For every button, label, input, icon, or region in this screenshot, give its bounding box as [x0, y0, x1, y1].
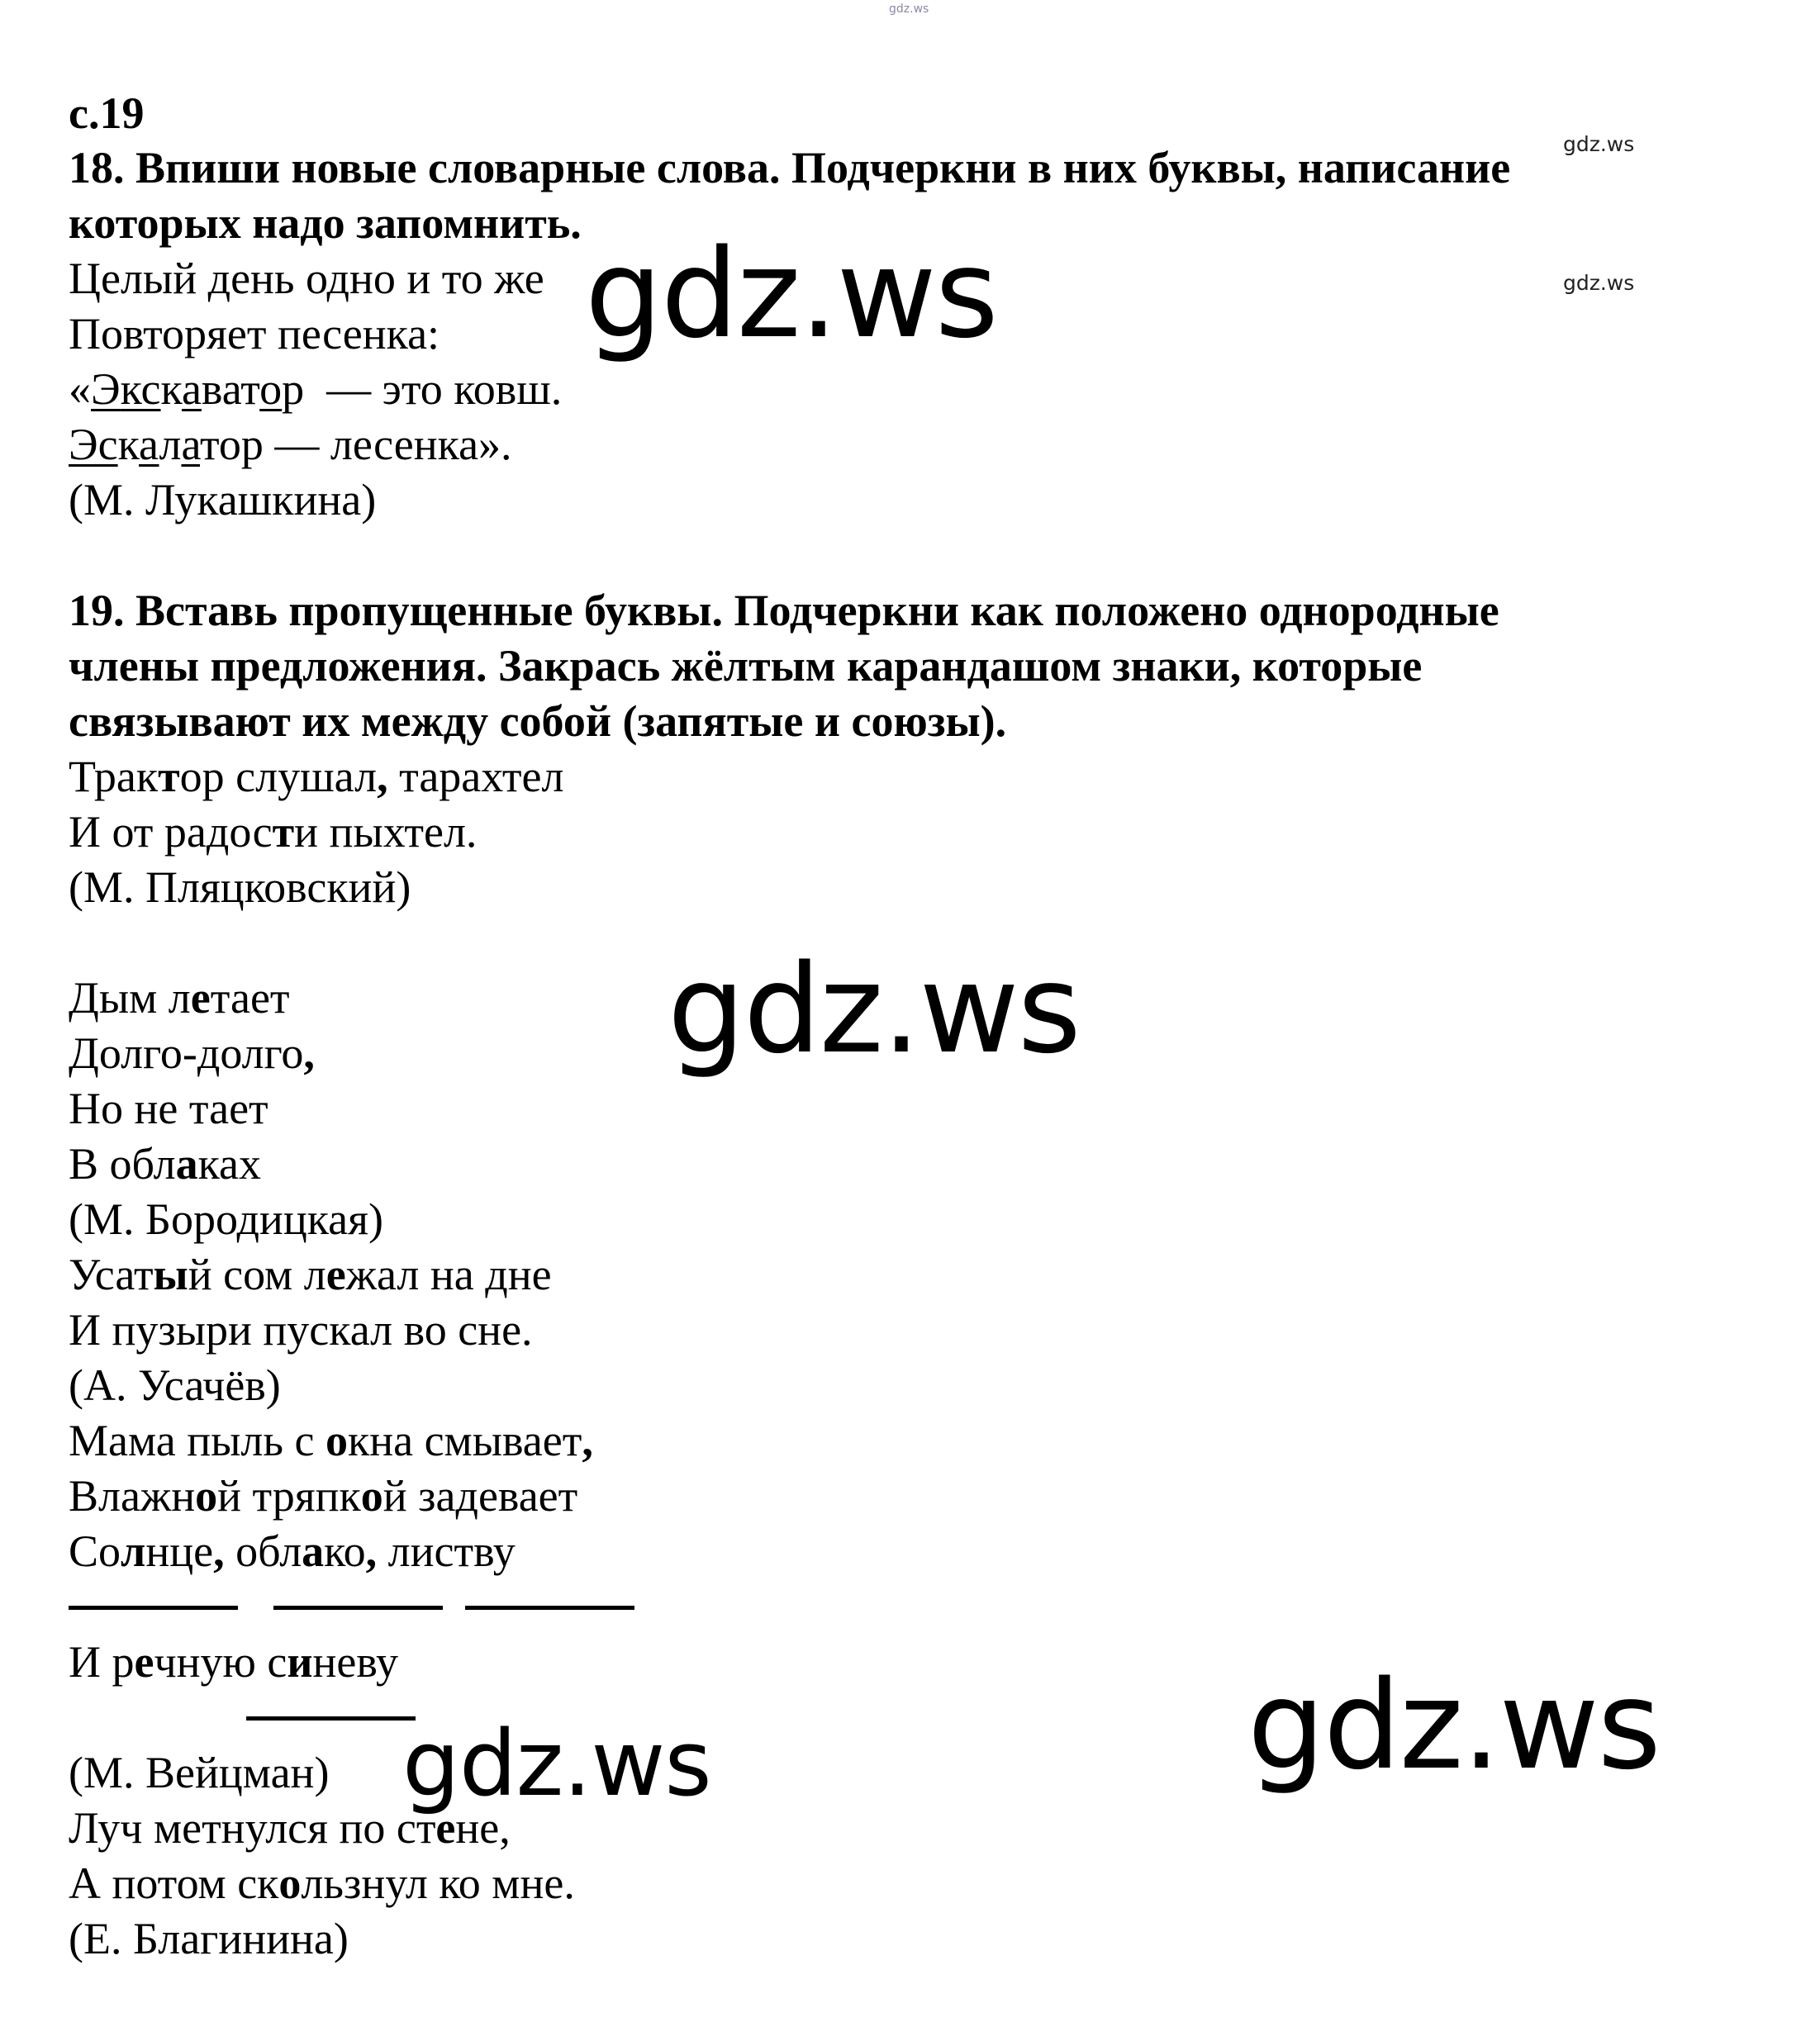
task18-poem-line2: Повторяет песенка:	[69, 309, 440, 358]
line-tail: тор — лесенка».	[200, 420, 512, 469]
text: неву	[312, 1637, 398, 1687]
open-quote: «	[69, 364, 91, 414]
task19-heading-line1: 19. Вставь пропущенные буквы. Подчеркни как положено однородные	[69, 586, 1499, 635]
text: льзнул ко мне.	[301, 1858, 575, 1908]
comma: ,	[582, 1416, 593, 1465]
poem1-line1	[69, 749, 563, 805]
text: Влажн	[69, 1471, 196, 1521]
text: Долго-долго	[69, 1028, 304, 1078]
inserted-letter: е	[134, 1637, 154, 1687]
task19-heading-line2: члены предложения. Закрась жёлтым карандашом знаки, которые	[69, 641, 1423, 691]
task18-author: (М. Лукашкина)	[69, 475, 377, 524]
text: А потом ск	[69, 1858, 279, 1908]
comma: ,	[213, 1526, 225, 1576]
task18-poem-line4	[69, 417, 512, 472]
underlined-letter: а	[139, 420, 159, 469]
inserted-letter: е	[435, 1803, 456, 1853]
poem3-author: (А. Усачёв)	[69, 1360, 281, 1410]
inserted-letter: е	[326, 1250, 346, 1299]
page-label: с.19	[69, 88, 145, 138]
line-tail: — это ковш.	[304, 364, 563, 414]
inserted-letter: и	[287, 1637, 313, 1687]
plain-letter: к	[117, 420, 140, 469]
inserted-letter: т	[158, 752, 180, 801]
text: Луч метнулся по ст	[69, 1803, 436, 1853]
text: обл	[224, 1526, 302, 1576]
poem2-line2	[69, 1026, 315, 1081]
task18-poem-line1: Целый день одно и то же	[69, 254, 544, 303]
underlined-letter: Э	[91, 364, 121, 414]
plain-letter: л	[159, 420, 182, 469]
inserted-letter: т	[272, 807, 295, 857]
poem3-line2: И пузыри пускал во сне.	[69, 1305, 533, 1355]
text: Со	[69, 1526, 121, 1576]
poem1-author: (М. Пляцковский)	[69, 862, 411, 912]
task18-heading-line2: которых надо запомнить.	[69, 198, 582, 248]
text: тарахтел	[387, 752, 564, 801]
underline-blank-2	[273, 1606, 443, 1610]
underlined-letter: а	[181, 364, 202, 414]
task19-heading-line3: связывают их между собой (запятые и союзы).	[69, 696, 1007, 746]
poem4-line1	[69, 1413, 593, 1469]
inserted-letter: е	[190, 973, 211, 1023]
text: чную с	[154, 1637, 287, 1687]
inserted-letter: о	[278, 1858, 302, 1908]
watermark-top: gdz.ws	[889, 2, 929, 16]
text: й задевает	[383, 1471, 578, 1521]
text: нце	[145, 1526, 214, 1576]
underline-blank-3	[465, 1606, 634, 1610]
underlined-letters: Эс	[69, 420, 118, 469]
inserted-letter: л	[121, 1526, 146, 1576]
watermark-big-3: gdz.ws	[1247, 1654, 1660, 1797]
inserted-letter: ы	[153, 1250, 188, 1299]
inserted-letter: а	[175, 1139, 198, 1189]
text: Дым л	[69, 973, 191, 1023]
watermark-small-2: gdz.ws	[1563, 271, 1635, 295]
text: И от радос	[69, 807, 273, 857]
poem3-line1	[69, 1247, 552, 1303]
watermark-big-1: gdz.ws	[585, 223, 997, 365]
inserted-letter: о	[325, 1416, 348, 1465]
comma: ,	[377, 752, 388, 801]
poem2-line4	[69, 1137, 261, 1192]
poem4-line3	[69, 1524, 516, 1579]
text: не,	[455, 1803, 511, 1853]
poem4-line4	[69, 1635, 398, 1690]
task18-heading-line1: 18. Впиши новые словарные слова. Подчеркни в них буквы, написание	[69, 143, 1511, 192]
watermark-small-1: gdz.ws	[1563, 132, 1635, 156]
watermark-big-2: gdz.ws	[668, 938, 1080, 1080]
text: Трак	[69, 752, 159, 801]
poem5-line1	[69, 1801, 511, 1856]
underlined-letters: кс	[120, 364, 161, 414]
text: Мама пыль с	[69, 1416, 326, 1465]
underlined-letter: о	[259, 364, 283, 414]
underline-blank-1	[69, 1606, 238, 1610]
poem2-author: (М. Бородицкая)	[69, 1194, 383, 1244]
text: й тряпк	[217, 1471, 361, 1521]
plain-letter: р	[282, 364, 305, 414]
text: Усат	[69, 1250, 154, 1299]
inserted-letter: а	[302, 1526, 325, 1576]
poem1-line2	[69, 805, 477, 860]
underlined-letter: а	[181, 420, 201, 469]
poem2-line3: Но не тает	[69, 1084, 268, 1133]
poem5-line2	[69, 1856, 575, 1911]
text: В обл	[69, 1139, 176, 1189]
text: И р	[69, 1637, 135, 1687]
task18-poem-line3	[69, 362, 562, 417]
poem5-author: (Е. Благинина)	[69, 1914, 349, 1963]
text: й сом л	[188, 1250, 326, 1299]
plain-letter: к	[160, 364, 182, 414]
watermark-mid: gdz.ws	[402, 1711, 711, 1816]
underline-blank-4	[246, 1716, 416, 1721]
inserted-letter: о	[360, 1471, 383, 1521]
text: ор слушал	[179, 752, 378, 801]
text: ках	[197, 1139, 261, 1189]
poem4-line2	[69, 1469, 577, 1524]
text: ко	[324, 1526, 366, 1576]
text: жал на дне	[345, 1250, 552, 1299]
comma: ,	[365, 1526, 378, 1576]
text: и пыхтел.	[294, 807, 478, 857]
text: тает	[210, 973, 290, 1023]
text: кна смывает	[347, 1416, 582, 1465]
poem2-line1	[69, 971, 290, 1026]
inserted-letter: о	[195, 1471, 218, 1521]
comma: ,	[303, 1028, 315, 1078]
text: листву	[377, 1526, 516, 1576]
plain-letters: ват	[201, 364, 260, 414]
poem4-author: (М. Вейцман)	[69, 1748, 330, 1797]
